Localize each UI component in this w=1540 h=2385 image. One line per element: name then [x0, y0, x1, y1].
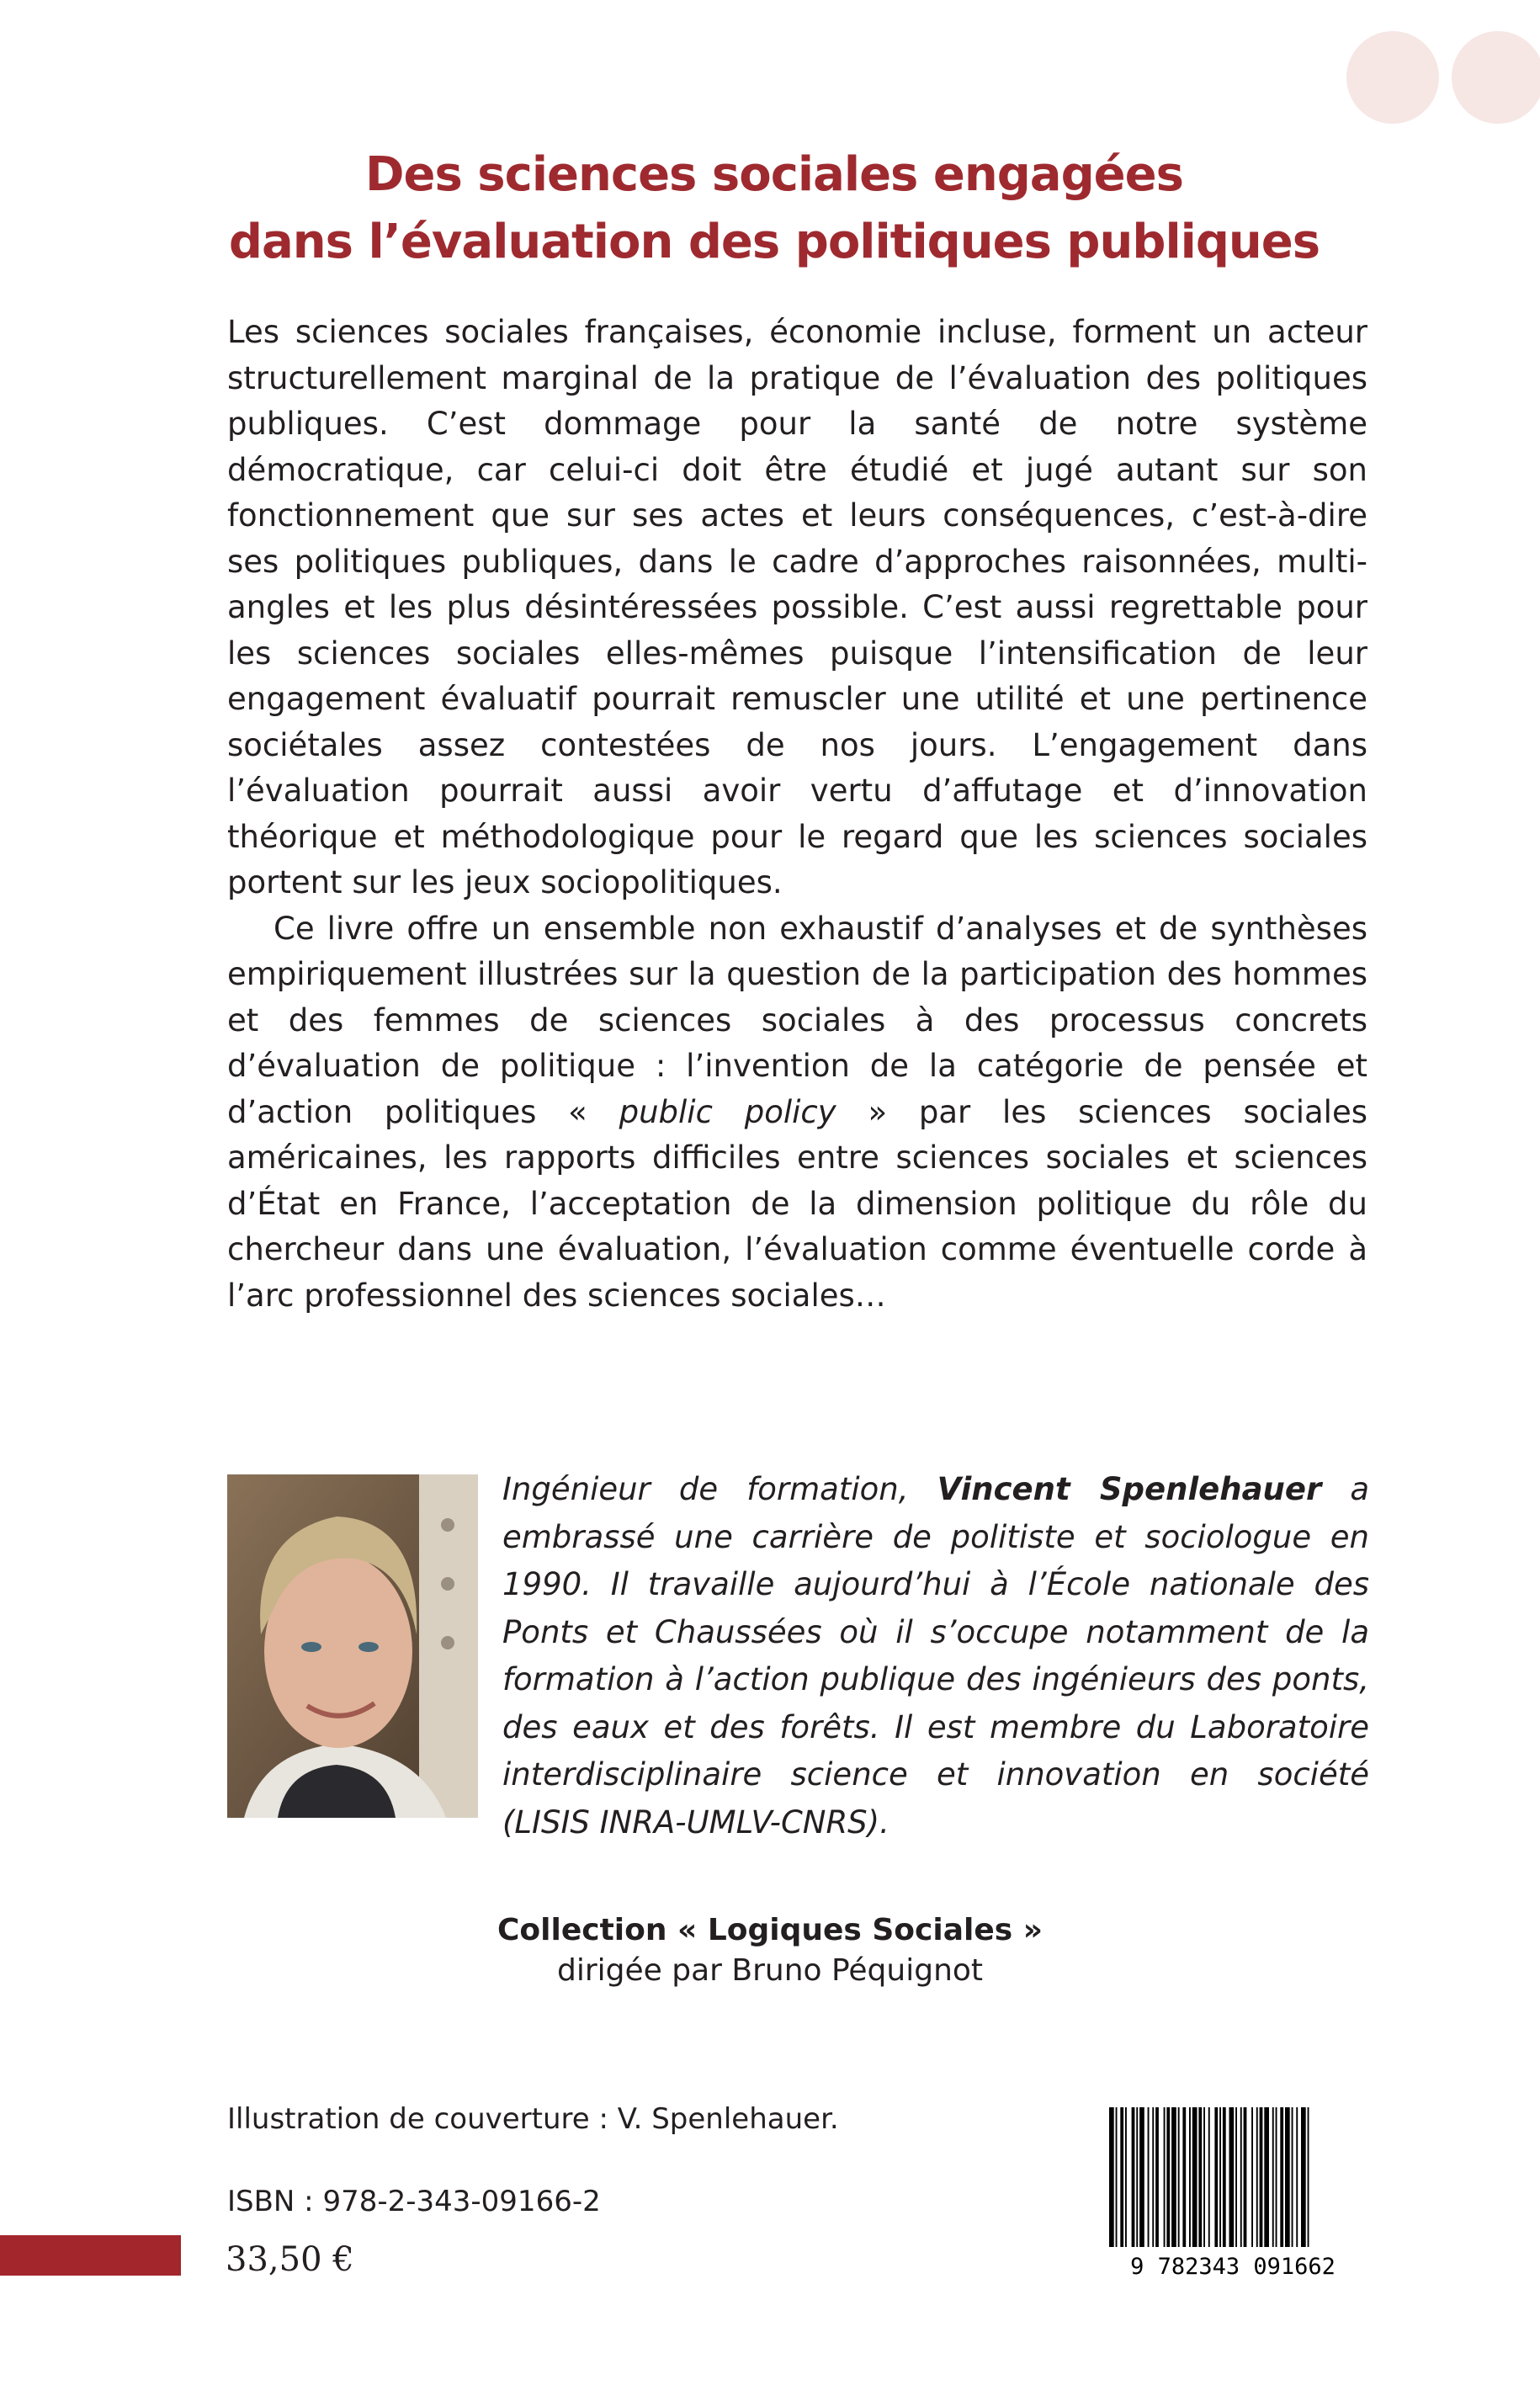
barcode-bar	[1260, 2107, 1263, 2247]
barcode-bar	[1244, 2107, 1247, 2247]
barcode-bar	[1301, 2107, 1306, 2247]
barcode-bar	[1296, 2107, 1298, 2247]
barcode-bar	[1166, 2107, 1170, 2247]
barcode-bar	[1272, 2107, 1274, 2247]
barcode-bar	[1256, 2107, 1258, 2247]
synopsis	[227, 310, 1367, 1319]
barcode-bar	[1223, 2107, 1226, 2247]
price: 33,50 €	[226, 2240, 354, 2279]
barcode-bar	[1139, 2107, 1144, 2247]
collection-name: Collection « Logiques Sociales »	[497, 1913, 1043, 1947]
barcode-bar	[1214, 2107, 1218, 2247]
barcode-bar	[1155, 2107, 1159, 2247]
collection-director: dirigée par Bruno Péquignot	[556, 1953, 984, 1988]
barcode-bar	[1280, 2107, 1283, 2247]
collection-info	[252, 1910, 1288, 1991]
barcode-bar	[1120, 2107, 1123, 2247]
barcode-bar	[1189, 2107, 1191, 2247]
barcode-bar	[1235, 2107, 1237, 2247]
synopsis-paragraph-1: Les sciences sociales françaises, économie incluse, forment un acteur structurellement marginal de la pratique de l’évaluation des politiques publiques. C’est dommage pour la santé de notre système démocratique, car celui-ci doit être étudié et jugé autant sur son fonctionnement que sur ses actes et leurs conséquences, c’est-à-dire ses politiques publiques, dans le cadre d’approches raisonnées, multi-angles et les plus désintéressées possible. C’est aussi regrettable pour les sciences sociales elles-mêmes puisque l’intensification de leur engagement évaluatif pourrait remuscler une utilité et une pertinence sociétales assez contestées de nos jours. L’engagement dans l’évaluation pourrait aussi avoir vertu d’affutage et d’innovation théorique et méthodologique pour le regard que les sciences sociales portent sur les jeux sociopolitiques.	[227, 314, 1367, 900]
author-name: Vincent Spenlehauer	[937, 1471, 1322, 1507]
cover-credit: Illustration de couverture : V. Spenlehauer.	[227, 2102, 839, 2136]
barcode-bar	[1152, 2107, 1154, 2247]
barcode-bar	[1171, 2107, 1176, 2247]
barcode-bar	[1285, 2107, 1290, 2247]
book-title	[151, 141, 1397, 276]
barcode	[1102, 2102, 1363, 2281]
barcode-bar	[1148, 2107, 1150, 2247]
barcode-bar	[1251, 2107, 1253, 2247]
barcode-bar	[1178, 2107, 1180, 2247]
barcode-bar	[1132, 2107, 1135, 2247]
title-line-1: Des sciences sociales engagées	[365, 147, 1183, 202]
barcode-bar	[1219, 2107, 1221, 2247]
barcode-bar	[1308, 2107, 1309, 2247]
barcode-bar	[1136, 2107, 1138, 2247]
barcode-bar	[1229, 2107, 1235, 2247]
author-bio	[502, 1466, 1369, 1846]
barcode-bar	[1116, 2107, 1118, 2247]
public-policy-term: public policy	[619, 1093, 836, 1130]
title-line-2: dans l’évaluation des politiques publiques	[228, 215, 1320, 269]
barcode-bar	[1208, 2107, 1210, 2247]
accent-bar	[0, 2235, 181, 2276]
barcode-number: 9 782343 091662	[1130, 2254, 1336, 2280]
isbn: ISBN : 978-2-343-09166-2	[227, 2185, 601, 2218]
barcode-bar	[1182, 2107, 1186, 2247]
barcode-bar	[1125, 2107, 1127, 2247]
synopsis-paragraph-2-end: » par les sciences sociales américaines, les rapports difficiles entre sciences sociales et sciences d’État en France, l’acceptation de la dimension politique du rôle du chercheur dans une évaluation, l’évaluation comme éventuelle corde à l’arc professionnel des sciences sociales…	[227, 1093, 1367, 1314]
barcode-bar	[1109, 2107, 1114, 2247]
barcode-bar	[1264, 2107, 1269, 2247]
barcode-bar	[1203, 2107, 1205, 2247]
synopsis-paragraph-2-start: Ce livre offre un ensemble non exhaustif d’analyses et de synthèses empiriquement illustrées sur la question de la participation des hommes et des femmes de sciences sociales à des processus concrets d’évaluation de politique : l’invention de la catégorie de pensée et d’action politiques «	[227, 910, 1367, 1130]
barcode-bar	[1292, 2107, 1293, 2247]
barcode-bar	[1276, 2107, 1277, 2247]
barcode-bar	[1192, 2107, 1197, 2247]
author-portrait	[227, 1474, 478, 1818]
synopsis-paragraph-2	[227, 906, 1367, 1320]
barcode-bar	[1164, 2107, 1166, 2247]
bio-text: a embrassé une carrière de politiste et sociologue en 1990. Il travaille aujourd’hui à l’École nationale des Ponts et Chaussées où il s’occupe notamment de la formation à l’action publique des ingénieurs des ponts, des eaux et des forêts. Il est membre du Laboratoire interdisciplinaire science et innovation en société (LISIS INRA-UMLV-CNRS).	[502, 1471, 1370, 1841]
bio-intro: Ingénieur de formation,	[502, 1471, 937, 1507]
barcode-bar	[1198, 2107, 1202, 2247]
barcode-bar	[1240, 2107, 1242, 2247]
